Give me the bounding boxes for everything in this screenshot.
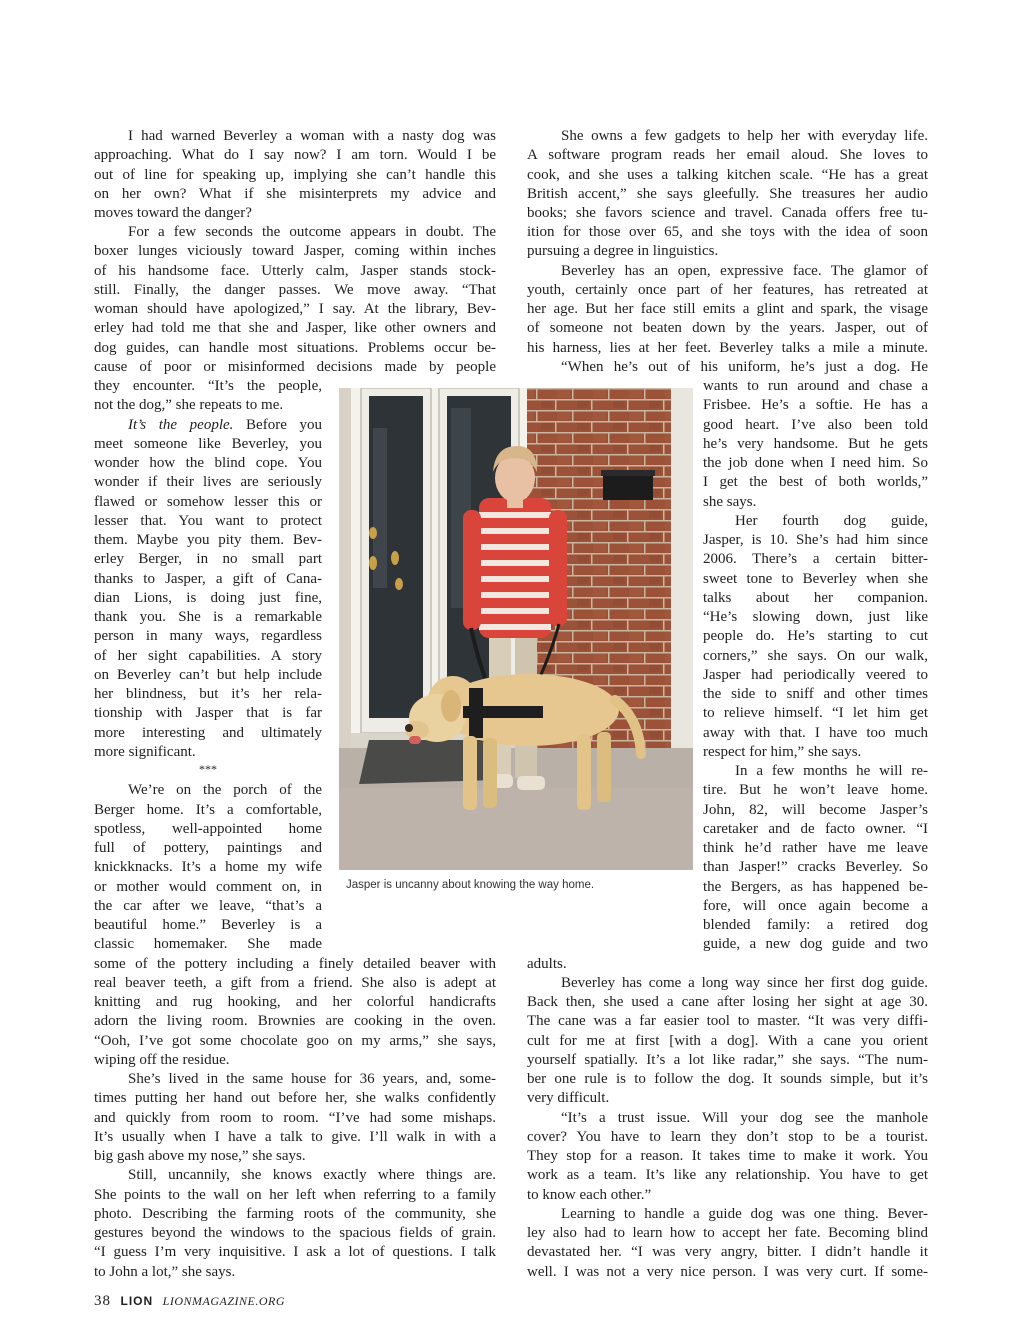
article-photo bbox=[339, 388, 693, 870]
right-text-line: ition for those over 65, and she toys with the idea of soon bbox=[527, 224, 928, 240]
left-text-line: tionship with Jasper that is far bbox=[94, 705, 322, 721]
magazine-url: LIONMAGAZINE.ORG bbox=[162, 1294, 285, 1308]
left-text-line: We’re on the porch of the bbox=[128, 782, 322, 798]
left-text-line: photo. Describing the farming roots of the community, she bbox=[94, 1206, 496, 1222]
left-text-line: knickknacks. It’s a home my wife bbox=[94, 859, 322, 875]
left-text-line: approaching. What do I say now? I am torn. Would I be bbox=[94, 147, 496, 163]
left-text-line: woman should have apologized,” I say. At the library, Bev- bbox=[94, 301, 496, 317]
left-text-line: adorn the living room. Brownies are cooking in the oven. bbox=[94, 1013, 496, 1029]
right-text-line: he’s very handsome. But he gets bbox=[703, 436, 928, 452]
left-text-line: moves toward the danger? bbox=[94, 205, 252, 221]
right-text-line: youth, certainly once part of her features, has retreated at bbox=[527, 282, 928, 298]
right-text-line: people do. He’s starting to cut bbox=[703, 628, 928, 644]
left-text-line: out of line for speaking up, implying she can’t handle this bbox=[94, 167, 496, 183]
right-text-line: Jasper, is 10. She’s had him since bbox=[703, 532, 928, 548]
magazine-name: LION bbox=[120, 1294, 154, 1308]
right-text-line: than Jasper!” cracks Beverley. So bbox=[703, 859, 928, 875]
right-text-line: adults. bbox=[527, 956, 567, 972]
right-text-line: think he’d rather have me leave bbox=[703, 840, 928, 856]
left-text-line: of her sight capabilities. A story bbox=[94, 648, 322, 664]
right-text-line: well. I was not a very nice person. I was very curt. If some- bbox=[527, 1264, 928, 1280]
right-text-line: Jasper had periodically veered to bbox=[703, 667, 928, 683]
right-text-line: They stop for a reason. It takes time to make it work. You bbox=[527, 1148, 928, 1164]
right-text-line: cook, and she uses a talking kitchen scale. “He has a great bbox=[527, 167, 928, 183]
left-text-line: thanks to Jasper, a gift of Cana- bbox=[94, 571, 322, 587]
left-text-line: I had warned Beverley a woman with a nasty dog was bbox=[128, 128, 496, 144]
right-text-line: her age. But her face still emits a glint and spark, the visage bbox=[527, 301, 928, 317]
left-text-line: more interesting and ultimately bbox=[94, 725, 322, 741]
left-text-line: the car after we leave, “that’s a bbox=[94, 898, 322, 914]
right-text-line: yourself spatially. It’s a lot like radar,” she says. “The num- bbox=[527, 1052, 928, 1068]
photo-caption: Jasper is uncanny about knowing the way home. bbox=[346, 879, 595, 891]
left-text-line: them. Maybe you pity them. Bev- bbox=[94, 532, 322, 548]
right-text-line: A software program reads her email aloud. She loves to bbox=[527, 147, 928, 163]
left-text-line: on her own? What if she misinterprets my advice and bbox=[94, 186, 496, 202]
left-text-line: times putting her hand out before her, she walks confidently bbox=[94, 1090, 496, 1106]
right-text-line: very difficult. bbox=[527, 1090, 610, 1106]
left-text-line: full of pottery, paintings and bbox=[94, 840, 322, 856]
left-text-line: It’s the people. Before you bbox=[128, 417, 322, 433]
right-text-line: tire. But he won’t leave home. bbox=[703, 782, 928, 798]
right-text-line: respect for him,” she says. bbox=[703, 744, 862, 760]
left-text-line: some of the pottery including a finely detailed beaver with bbox=[94, 956, 496, 972]
right-text-line: blended family: a retired dog bbox=[703, 917, 928, 933]
left-text-line: erley had told me that she and Jasper, like other owners and bbox=[94, 320, 496, 336]
right-text-line: In a few months he will re- bbox=[735, 763, 928, 779]
left-text-line: big gash above my nose,” she says. bbox=[94, 1148, 306, 1164]
right-text-line: wants to run around and chase a bbox=[703, 378, 928, 394]
right-text-line: devastated her. “I was very angry, bitter. I didn’t handle it bbox=[527, 1244, 928, 1260]
left-text-line: or mother would comment on, in bbox=[94, 879, 322, 895]
right-text-line: “When he’s out of his uniform, he’s just a dog. He bbox=[561, 359, 928, 375]
left-text-line: classic homemaker. She made bbox=[94, 936, 322, 952]
left-text-line: on Beverley can’t but help include bbox=[94, 667, 322, 683]
right-text-line: sweet tone to Beverley when she bbox=[703, 571, 928, 587]
left-text-line: beautiful home.” Beverley is a bbox=[94, 917, 322, 933]
right-text-line: Learning to handle a guide dog was one thing. Bever- bbox=[561, 1206, 928, 1222]
right-text-line: cult for me at first [with a dog]. With a cane you orient bbox=[527, 1033, 928, 1049]
right-text-line: books; she favors science and travel. Canada offers free tu- bbox=[527, 205, 928, 221]
right-text-line: cover? You have to learn they don’t stop to be a tourist. bbox=[527, 1129, 928, 1145]
page-footer bbox=[94, 1293, 285, 1310]
section-break: *** bbox=[199, 762, 217, 776]
right-text-line: to relieve himself. “I let him get bbox=[703, 705, 928, 721]
left-text-line: It’s usually when I have a talk to give. I’ll walk in with a bbox=[94, 1129, 496, 1145]
left-text-line: She’s lived in the same house for 36 years, and, some- bbox=[128, 1071, 496, 1087]
right-text-line: She owns a few gadgets to help her with everyday life. bbox=[561, 128, 928, 144]
right-text-line: I get the best of both worlds,” bbox=[703, 474, 928, 490]
right-text-line: pursuing a degree in linguistics. bbox=[527, 243, 719, 259]
right-text-line: caretaker and de facto owner. “I bbox=[703, 821, 928, 837]
left-text-line: For a few seconds the outcome appears in doubt. The bbox=[128, 224, 496, 240]
right-text-line: Beverley has come a long way since her first dog guide. bbox=[561, 975, 928, 991]
right-text-line: the side to sniff and other times bbox=[703, 686, 928, 702]
left-text-line: gestures beyond the windows to the spacious fields of grain. bbox=[94, 1225, 496, 1241]
left-text-line: She points to the wall on her left when referring to a family bbox=[94, 1187, 496, 1203]
photo-illustration bbox=[339, 388, 693, 870]
left-text-line: lesser that. You want to protect bbox=[94, 513, 322, 529]
left-text-line: not the dog,” she repeats to me. bbox=[94, 397, 284, 413]
page-number: 38 bbox=[94, 1293, 111, 1309]
right-text-line: the job done when I need him. So bbox=[703, 455, 928, 471]
right-text-line: “It’s a trust issue. Will your dog see the manhole bbox=[561, 1110, 928, 1126]
left-text-line: wonder if their lives are seriously bbox=[94, 474, 322, 490]
left-text-line: knitting and rug hooking, and her colorful handicrafts bbox=[94, 994, 496, 1010]
left-text-line: meet someone like Beverley, you bbox=[94, 436, 322, 452]
left-text-line: “Ooh, I’ve got some chocolate goo on my arms,” she says, bbox=[94, 1033, 496, 1049]
left-text-line: they encounter. “It’s the people, bbox=[94, 378, 322, 394]
right-text-line: Beverley has an open, expressive face. The glamor of bbox=[561, 263, 928, 279]
right-text-line: Back then, she used a cane after losing her sight at age 30. bbox=[527, 994, 928, 1010]
left-text-line: Berger home. It’s a comfortable, bbox=[94, 802, 322, 818]
left-text-line: still. Finally, the danger passes. We move away. “That bbox=[94, 282, 496, 298]
right-text-line: ber one rule is to follow the dog. It sounds simple, but it’s bbox=[527, 1071, 928, 1087]
right-text-line: his harness, lies at her feet. Beverley talks a mile a minute. bbox=[527, 340, 928, 356]
left-text-line: Still, uncannily, she knows exactly where things are. bbox=[128, 1167, 496, 1183]
left-text-line: wonder how the blind cope. You bbox=[94, 455, 322, 471]
left-text-line: erley Berger, in no small part bbox=[94, 551, 322, 567]
right-text-line: British accent,” she says gleefully. She treasures her audio bbox=[527, 186, 928, 202]
right-text-line: guide, a new dog guide and two bbox=[703, 936, 928, 952]
left-text-line: and quickly from room to room. “I’ve had some mishaps. bbox=[94, 1110, 496, 1126]
left-text-line: of his handsome face. Utterly calm, Jasper stands stock- bbox=[94, 263, 496, 279]
right-text-line: good heart. I’ve also been told bbox=[703, 417, 928, 433]
left-text-line: “I guess I’m very inquisitive. I ask a lot of questions. I talk bbox=[94, 1244, 496, 1260]
right-text-line: fore, will once again become a bbox=[703, 898, 928, 914]
left-text-line: more significant. bbox=[94, 744, 196, 760]
left-text-line: thank you. She is a remarkable bbox=[94, 609, 322, 625]
left-text-line: wiping off the residue. bbox=[94, 1052, 230, 1068]
left-text-line: spotless, well-appointed home bbox=[94, 821, 322, 837]
right-text-line: corners,” she says. On our walk, bbox=[703, 648, 928, 664]
right-text-line: talks about her companion. bbox=[703, 590, 928, 606]
right-text-line: to know each other.” bbox=[527, 1187, 652, 1203]
right-text-line: she says. bbox=[703, 494, 757, 510]
right-text-line: of someone not beaten down by the years. Jasper, out of bbox=[527, 320, 928, 336]
right-text-line: John, 82, will become Jasper’s bbox=[703, 802, 928, 818]
left-text-line: dian Lions, is doing just fine, bbox=[94, 590, 322, 606]
left-text-line: real beaver teeth, a gift from a friend. She also is adept at bbox=[94, 975, 496, 991]
left-text-line: cause of poor or misinformed decisions made by people bbox=[94, 359, 496, 375]
right-text-line: “He’s slowing down, just like bbox=[703, 609, 928, 625]
right-text-line: the Bergers, as has happened be- bbox=[703, 879, 928, 895]
right-text-line: work as a team. It’s like any relationship. You have to get bbox=[527, 1167, 928, 1183]
left-text-line: flawed or somehow lesser this or bbox=[94, 494, 322, 510]
left-text-line: to John a lot,” she says. bbox=[94, 1264, 236, 1280]
right-text-line: Frisbee. He’s a softie. He has a bbox=[703, 397, 928, 413]
right-text-line: ley also had to learn how to accept her fate. Becoming blind bbox=[527, 1225, 928, 1241]
left-text-line: boxer lunges viciously toward Jasper, coming within inches bbox=[94, 243, 496, 259]
left-text-line: her blindness, but it’s her rela- bbox=[94, 686, 322, 702]
left-text-line: dog guides, can handle most situations. Problems occur be- bbox=[94, 340, 496, 356]
right-text-line: The cane was a far easier tool to master. “It was very diffi- bbox=[527, 1013, 928, 1029]
right-text-line: 2006. There’s a certain bitter- bbox=[703, 551, 928, 567]
right-text-line: Her fourth dog guide, bbox=[735, 513, 928, 529]
left-text-line: person in many ways, regardless bbox=[94, 628, 322, 644]
right-text-line: away with that. I have too much bbox=[703, 725, 928, 741]
